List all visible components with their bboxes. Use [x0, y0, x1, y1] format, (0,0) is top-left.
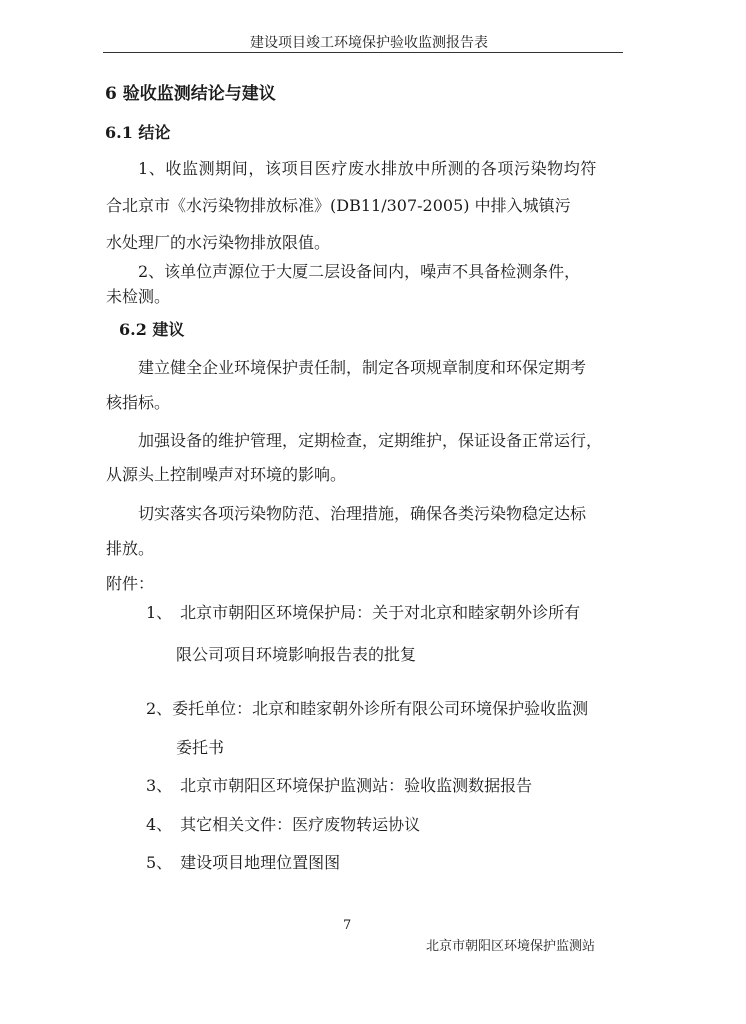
- suggestion-3-line2: 排放。: [106, 539, 155, 558]
- attachment-3: 3、 北京市朝阳区环境保护监测站：验收监测数据报告: [146, 776, 533, 795]
- attachment-1-line1: 1、 北京市朝阳区环境保护局：关于对北京和睦家朝外诊所有: [146, 603, 581, 622]
- attachments-title: 附件：: [106, 574, 155, 593]
- attachment-1-line2: 限公司项目环境影响报告表的批复: [176, 645, 417, 664]
- conclusion-2-line2: 未检测。: [106, 287, 171, 306]
- footer-org: 北京市朝阳区环境保护监测站: [426, 939, 596, 954]
- section-title: 6 验收监测结论与建议: [105, 84, 276, 104]
- suggestions-title: 6.2 建议: [119, 320, 185, 339]
- suggestion-2-line1: 加强设备的维护管理，定期检查，定期维护，保证设备正常运行，: [138, 431, 603, 450]
- suggestion-1-line1: 建立健全企业环境保护责任制，制定各项规章制度和环保定期考: [138, 358, 587, 377]
- page-header: 建设项目竣工环境保护验收监测报告表: [250, 35, 488, 51]
- conclusion-1-line3: 水处理厂的水污染物排放限值。: [106, 233, 331, 252]
- attachment-5: 5、 建设项目地理位置图图: [146, 853, 341, 872]
- conclusion-1-line1: 1、收监测期间，该项目医疗废水排放中所测的各项污染物均符: [138, 159, 597, 178]
- page-number: 7: [343, 918, 352, 933]
- suggestion-2-line2: 从源头上控制噪声对环境的影响。: [106, 465, 347, 484]
- attachment-4: 4、 其它相关文件：医疗废物转运协议: [146, 815, 421, 834]
- attachment-2-line2: 委托书: [176, 738, 225, 757]
- suggestion-1-line2: 核指标。: [106, 393, 171, 412]
- conclusion-title: 6.1 结论: [105, 123, 171, 142]
- suggestion-3-line1: 切实落实各项污染物防范、治理措施，确保各类污染物稳定达标: [138, 504, 587, 523]
- conclusion-1-line2: 合北京市《水污染物排放标准》(DB11/307-2005) 中排入城镇污: [106, 196, 571, 215]
- conclusion-2-line1: 2、该单位声源位于大厦二层设备间内，噪声不具备检测条件，: [138, 262, 581, 281]
- header-rule: [103, 52, 623, 53]
- attachment-2-line1: 2、委托单位：北京和睦家朝外诊所有限公司环境保护验收监测: [146, 699, 589, 718]
